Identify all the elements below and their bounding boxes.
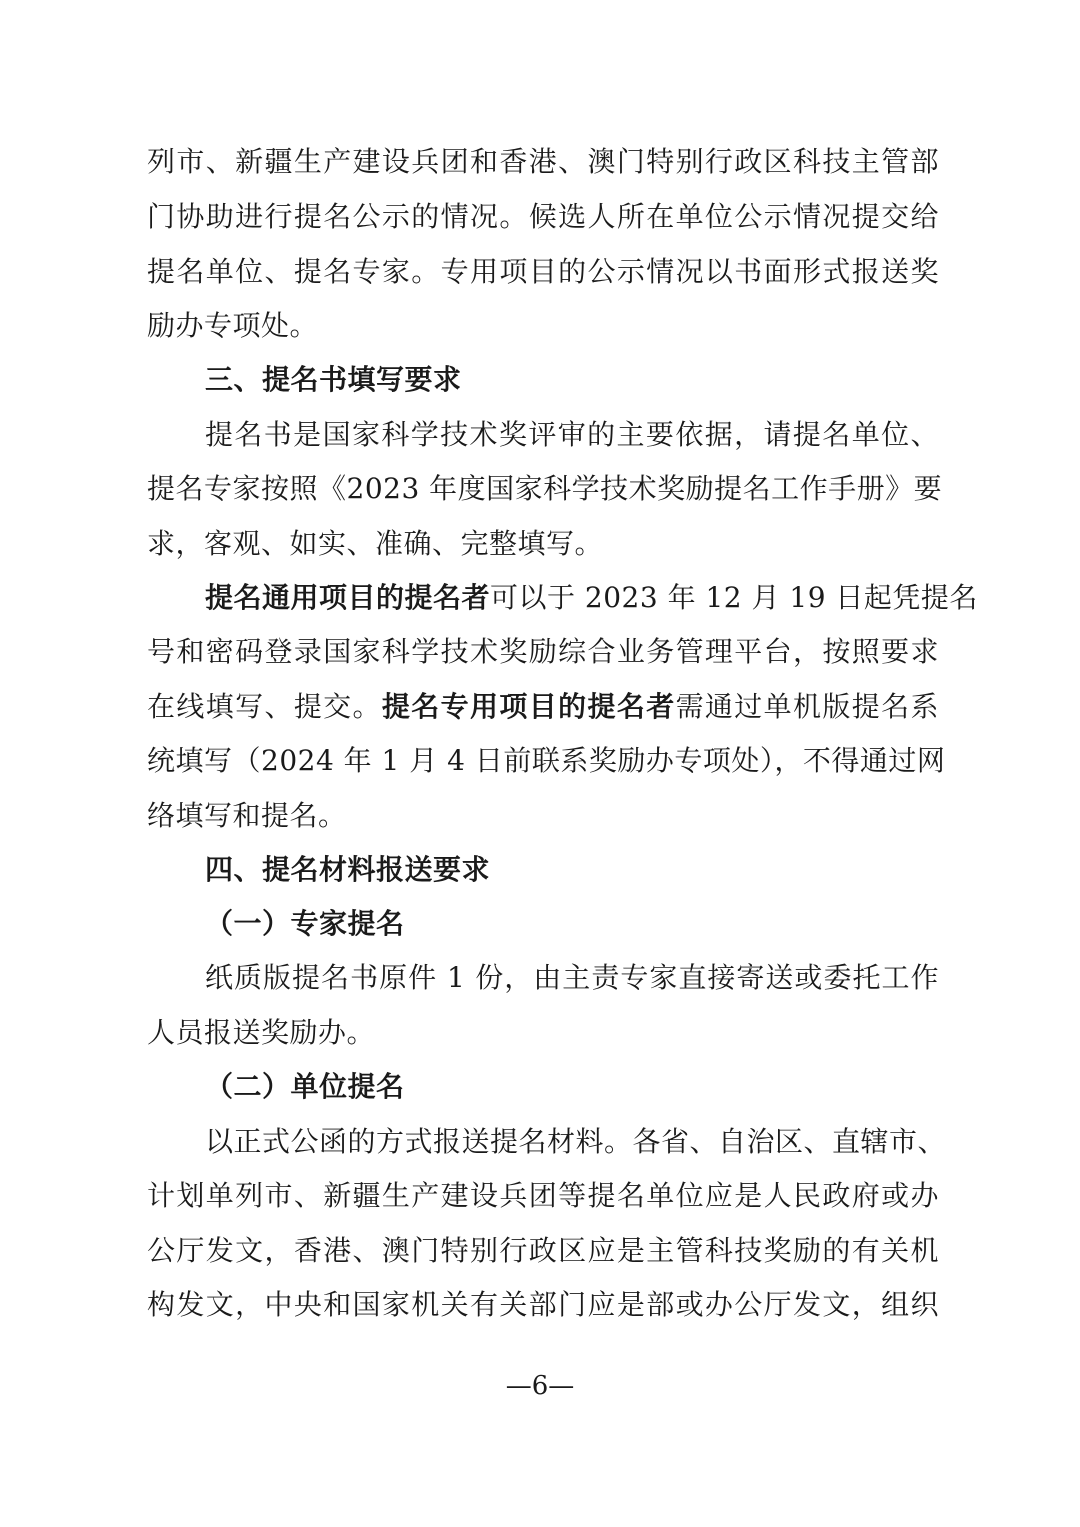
text-run: 需通过单机版提名系: [675, 690, 939, 723]
body-text-line: 以正式公函的方式报送提名材料。各省、自治区、直辖市、: [205, 1125, 947, 1158]
body-text-line: 纸质版提名书原件 1 份，由主责专家直接寄送或委托工作: [205, 961, 939, 994]
body-text-line: 人员报送奖励办。: [147, 1016, 376, 1049]
body-text-line: 提名书是国家科学技术奖评审的主要依据，请提名单位、: [205, 418, 939, 451]
page-number: —6—: [505, 1371, 575, 1401]
body-text-line: [147, 680, 939, 734]
body-text-line: 构发文，中央和国家机关有关部门应是部或办公厅发文，组织: [147, 1288, 939, 1321]
body-text-line: 门协助进行提名公示的情况。候选人所在单位公示情况提交给: [147, 200, 939, 233]
section-heading: 三、提名书填写要求: [205, 363, 462, 396]
subsection-heading: （一）专家提名: [205, 907, 405, 940]
section-heading: 四、提名材料报送要求: [205, 853, 491, 886]
bold-phrase: 提名通用项目的提名者: [205, 581, 491, 614]
text-run: 在线填写、提交。: [147, 690, 382, 723]
body-text-line: 励办专项处。: [147, 309, 319, 342]
body-text-line: 提名单位、提名专家。专用项目的公示情况以书面形式报送奖: [147, 255, 939, 288]
body-text-line: 公厅发文，香港、澳门特别行政区应是主管科技奖励的有关机: [147, 1234, 939, 1267]
body-text-line: 提名专家按照《2023 年度国家科学技术奖励提名工作手册》要: [147, 472, 943, 505]
body-text-line: 统填写（2024 年 1 月 4 日前联系奖励办专项处），不得通过网: [147, 744, 946, 777]
body-text-line: 列市、新疆生产建设兵团和香港、澳门特别行政区科技主管部: [147, 145, 939, 178]
subsection-heading: （二）单位提名: [205, 1070, 405, 1103]
text-run: 可以于 2023 年 12 月 19 日起凭提名: [490, 581, 978, 614]
body-text-line: 计划单列市、新疆生产建设兵团等提名单位应是人民政府或办: [147, 1179, 939, 1212]
body-text-line: 求，客观、如实、准确、完整填写。: [147, 527, 604, 560]
body-text-line: 号和密码登录国家科学技术奖励综合业务管理平台，按照要求: [147, 635, 939, 668]
body-text-line: [205, 571, 978, 625]
bold-phrase: 提名专用项目的提名者: [381, 690, 676, 723]
body-text-line: 络填写和提名。: [147, 799, 347, 832]
